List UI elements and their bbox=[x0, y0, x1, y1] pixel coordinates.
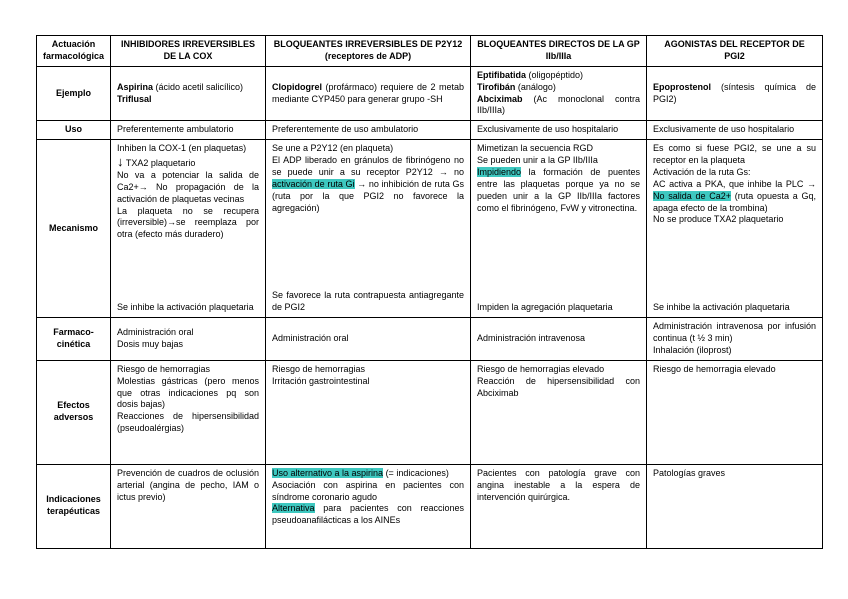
row-label-mecanismo: Mecanismo bbox=[37, 140, 111, 318]
header-row bbox=[37, 36, 823, 67]
header-bloqueantes-gp: BLOQUEANTES DIRECTOS DE LA GP IIb/IIIa bbox=[471, 36, 647, 67]
cell-mecanismo-cox: Inhiben la COX-1 (en plaquetas) ↓ TXA2 plaquetario No va a potenciar la salida de Ca2+→ No propagación de la activación de plaquetas vecinas La plaqueta no se recupera (irreversible)→se reemplaza por otra (efecto más duradero) Se inhibe la activación plaquetaria bbox=[111, 140, 266, 318]
header-actuacion-farmacologica: Actuación farmacológica bbox=[37, 36, 111, 67]
row-mecanismo bbox=[37, 140, 823, 318]
row-label-efectos-adversos: Efectos adversos bbox=[37, 360, 111, 464]
header-inhibidores-cox: INHIBIDORES IRREVERSIBLES DE LA COX bbox=[111, 36, 266, 67]
row-label-uso: Uso bbox=[37, 121, 111, 140]
cell-uso-cox: Preferentemente ambulatorio bbox=[111, 121, 266, 140]
cell-indicaciones-cox: Prevención de cuadros de oclusión arterial (angina de pecho, IAM o ictus previo) bbox=[111, 464, 266, 548]
cell-ejemplo-p2y12: Clopidogrel (profármaco) requiere de 2 metab mediante CYP450 para generar grupo -SH bbox=[266, 66, 471, 121]
row-label-ejemplo: Ejemplo bbox=[37, 66, 111, 121]
header-bloqueantes-p2y12: BLOQUEANTES IRREVERSIBLES DE P2Y12 (receptores de ADP) bbox=[266, 36, 471, 67]
row-indicaciones bbox=[37, 464, 823, 548]
cell-ejemplo-gp: Eptifibatida (oligopéptido) Tirofibán (análogo) Abciximab (Ac monoclonal contra IIb/IIIa) bbox=[471, 66, 647, 121]
cell-farmacocinetica-pgi2: Administración intravenosa por infusión continua (t ½ 3 min) Inhalación (iloprost) bbox=[647, 318, 823, 361]
cell-efectos-p2y12: Riesgo de hemorragias Irritación gastrointestinal bbox=[266, 360, 471, 464]
cell-ejemplo-pgi2: Epoprostenol (síntesis química de PGI2) bbox=[647, 66, 823, 121]
cell-mecanismo-pgi2: Es como si fuese PGI2, se une a su receptor en la plaqueta Activación de la ruta Gs: AC activa a PKA, que inhibe la PLC → No salida de Ca2+ (ruta opuesta a Gq, apaga efecto de la trombina) No se produce TXA2 plaquetario Se inhibe la activación plaquetaria bbox=[647, 140, 823, 318]
cell-indicaciones-pgi2: Patologías graves bbox=[647, 464, 823, 548]
row-efectos-adversos bbox=[37, 360, 823, 464]
cell-uso-p2y12: Preferentemente de uso ambulatorio bbox=[266, 121, 471, 140]
pharmacology-table bbox=[36, 35, 823, 549]
cell-mecanismo-gp: Mimetizan la secuencia RGD Se pueden unir a la GP IIb/IIIa Impidiendo la formación de puentes entre las plaquetas porque ya no se pueden unir a la GP IIb/IIIa factores como el fibrinógeno, FvW y vitronectina. Impiden la agregación plaquetaria bbox=[471, 140, 647, 318]
cell-indicaciones-gp: Pacientes con patología grave con angina inestable a la espera de intervención quirúrgica. bbox=[471, 464, 647, 548]
header-agonistas-pgi2: AGONISTAS DEL RECEPTOR DE PGI2 bbox=[647, 36, 823, 67]
cell-farmacocinetica-p2y12: Administración oral bbox=[266, 318, 471, 361]
cell-mecanismo-p2y12: Se une a P2Y12 (en plaqueta) El ADP liberado en gránulos de fibrinógeno no se puede unir a su receptor P2Y12 → no activación de ruta Gi → no inhibición de ruta Gs (ruta por la que PGI2 no favorece la agregación) Se favorece la ruta contrapuesta antiagregante de PGI2 bbox=[266, 140, 471, 318]
cell-uso-pgi2: Exclusivamente de uso hospitalario bbox=[647, 121, 823, 140]
row-uso bbox=[37, 121, 823, 140]
row-label-indicaciones: Indicaciones terapéuticas bbox=[37, 464, 111, 548]
cell-efectos-pgi2: Riesgo de hemorragia elevado bbox=[647, 360, 823, 464]
cell-ejemplo-cox: Aspirina (ácido acetil salicílico) Triflusal bbox=[111, 66, 266, 121]
cell-efectos-gp: Riesgo de hemorragias elevado Reacción de hipersensibilidad con Abciximab bbox=[471, 360, 647, 464]
row-farmacocinetica bbox=[37, 318, 823, 361]
cell-farmacocinetica-gp: Administración intravenosa bbox=[471, 318, 647, 361]
row-ejemplo bbox=[37, 66, 823, 121]
cell-indicaciones-p2y12: Uso alternativo a la aspirina (= indicaciones) Asociación con aspirina en pacientes con síndrome coronario agudo Alternativa para pacientes con reacciones pseudoanafilácticas a los AINEs bbox=[266, 464, 471, 548]
row-label-farmacocinetica: Farmaco- cinética bbox=[37, 318, 111, 361]
cell-efectos-cox: Riesgo de hemorragias Molestias gástricas (pero menos que otras indicaciones pq son dosis bajas) Reacciones de hipersensibilidad (pseudoalérgias) bbox=[111, 360, 266, 464]
cell-uso-gp: Exclusivamente de uso hospitalario bbox=[471, 121, 647, 140]
cell-farmacocinetica-cox: Administración oral Dosis muy bajas bbox=[111, 318, 266, 361]
